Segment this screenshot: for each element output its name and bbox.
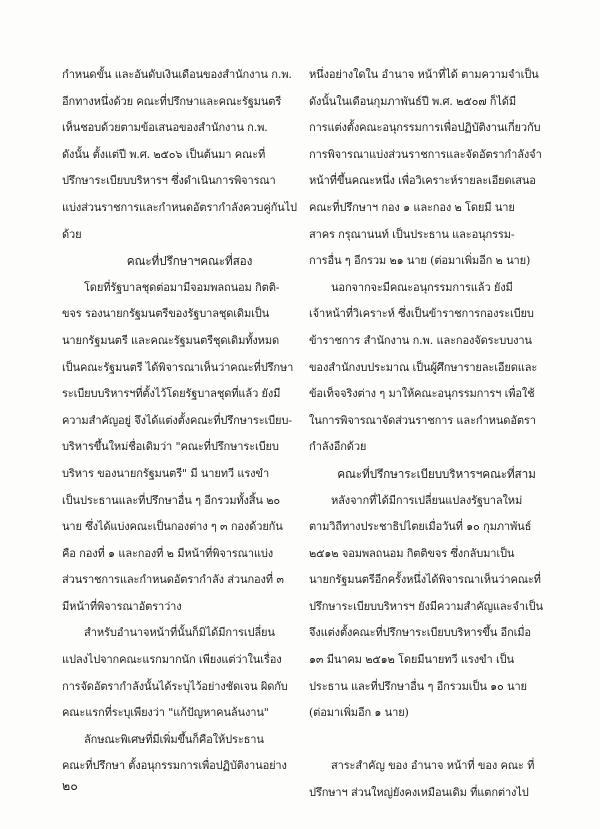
text-line: อีกทางหนึ่งด้วย คณะที่ปรึกษาและคณะรัฐมนตรี (62, 94, 282, 108)
text-line: ส่วนราชการและกำหนดอัตรากำลัง ส่วนกองที่ ๓ (62, 573, 284, 587)
text-line: ดังนั้นในเดือนกุมภาพันธ์ปี พ.ศ. ๒๕๐๗ ก็ได้มี (309, 94, 516, 108)
text-line: นายกรัฐมนตรีอีกครั้งหนึ่งได้พิจารณาเห็นว่าคณะที่ (309, 573, 541, 587)
text-line: ปรึกษาระเบียบบริหารฯ ซึ่งดำเนินการพิจารณา (62, 174, 276, 188)
text-line: กำลังอีกด้วย (309, 440, 367, 454)
text-line: กำหนดขั้น และอันดับเงินเดือนของสำนักงาน ก.พ. (62, 68, 292, 81)
text-line: ปรึกษาฯ ส่วนใหญ่ยังคงเหมือนเดิม ที่แตกต่างไป (309, 786, 529, 800)
text-line: หนึ่งอย่างใดใน อำนาจ หน้าที่ได้ ตามความจำเป็น (309, 68, 539, 81)
text-line: มีหน้าที่พิจารณาอัตราว่าง (62, 599, 182, 613)
text-line: ในการพิจารณาจัดส่วนราชการ และกำหนดอัตรา (309, 413, 536, 427)
left-text-column (62, 62, 317, 780)
text-line: นายกรัฐมนตรี และคณะรัฐมนตรีชุดเดิมทั้งหมด (62, 333, 280, 347)
text-line: โดยที่รัฐบาลชุดต่อมามีจอมพลถนอม กิตติ- (84, 280, 280, 294)
text-line: ของสำนักงบประมาณ เป็นผู้ศึกษารายละเอียดและ (309, 360, 538, 374)
section-heading: คณะที่ปรึกษาระเบียบบริหารฯคณะที่สาม (337, 466, 536, 481)
text-line: เป็นประธานและที่ปรึกษาอื่น ๆ อีกรวมทั้งสิ้น ๒๐ (62, 493, 281, 507)
text-line: หน้าที่ขึ้นคณะหนึ่ง เพื่อวิเคราะห์รายละเอียดเสนอ (309, 174, 536, 188)
text-line: จึงแต่งตั้งคณะที่ปรึกษาระเบียบบริหารขึ้น อีกเมื่อ (309, 626, 531, 640)
text-line: การอื่น ๆ อีกรวม ๒๑ นาย (ต่อมาเพิ่มอีก ๒ นาย) (309, 254, 531, 268)
text-line: ข้าราชการ สำนักงาน ก.พ. และกองจัดระบบงาน (309, 333, 532, 347)
text-line: แปลงไปจากคณะแรกมากนัก เพียงแต่ว่าในเรื่อง (62, 653, 282, 667)
text-line: บริหาร ของนายกรัฐมนตรี" มี นายทวี แรงขำ (62, 466, 270, 480)
text-line: ระเบียบบริหารฯที่ตั้งไว้โดยรัฐบาลชุดที่แล้ว ยังมี (62, 387, 281, 401)
text-line: คณะที่ปรึกษาฯ กอง ๑ และกอง ๒ โดยมี นาย (309, 200, 515, 214)
text-line: ๒๕๑๒ จอมพลถนอม กิตติขจร ซึ่งกลับมาเป็น (309, 546, 515, 560)
text-line: นาย ซึ่งได้แบ่งคณะเป็นกองต่าง ๆ ๓ กองด้วยกัน (62, 520, 283, 534)
text-line: นอกจากจะมีคณะอนุกรรมการแล้ว ยังมี (331, 280, 513, 294)
text-line: การจัดอัตรากำลังนั้นได้ระบุไว้อย่างชัดเจน ผิดกับ (62, 679, 288, 693)
text-line: คณะที่ปรึกษา ตั้งอนุกรรมการเพื่อปฏิบัติงานอย่าง (62, 759, 287, 773)
page-number: ๒๐ (62, 778, 78, 793)
text-line: ขจร รองนายกรัฐมนตรีของรัฐบาลชุดเดิมเป็น (62, 307, 270, 321)
text-line: ๑๓ มีนาคม ๒๕๑๒ โดยมีนายทวี แรงขำ เป็น (309, 653, 514, 667)
right-text-column (309, 62, 564, 807)
text-line: ลักษณะพิเศษที่มีเพิ่มขึ้นก็คือให้ประธาน (84, 732, 264, 746)
text-line: คือ กองที่ ๑ และกองที่ ๒ มีหน้าที่พิจารณาแบ่ง (62, 546, 273, 560)
text-line: การพิจารณาแบ่งส่วนราชการและจัดอัตรากำลังจำ (309, 147, 542, 161)
text-line: ด้วย (62, 227, 82, 241)
text-line: ปรึกษาระเบียบบริหารฯ ยังมีความสำคัญและจำเป็น (309, 599, 543, 613)
text-line: การแต่งตั้งคณะอนุกรรมการเพื่อปฏิบัติงานเกี่ยวกับ (309, 121, 541, 135)
text-line: สำหรับอำนาจหน้าที่นั้นก็มิได้มีการเปลี่ยน (84, 626, 275, 640)
text-line: เจ้าหน้าที่วิเคราะห์ ซึ่งเป็นข้าราชการกองระเบียบ (309, 307, 534, 321)
text-line: เห็นชอบด้วยตามข้อเสนอของสำนักงาน ก.พ. (62, 121, 268, 135)
text-line: สาคร กรุณานนท์ เป็นประธาน และอนุกรรม- (309, 227, 515, 241)
text-line: ประธาน และที่ปรึกษาอื่น ๆ อีกรวมเป็น ๑๐ นาย (309, 679, 527, 693)
text-line: (ต่อมาเพิ่มอีก ๑ นาย) (309, 706, 409, 720)
text-line: บริหารขึ้นใหม่ชื่อเดิมว่า "คณะที่ปรึกษาระเบียบ (62, 440, 279, 454)
text-line: ข้อเท็จจริงต่าง ๆ มาให้คณะอนุกรรมการฯ เพื่อใช้ (309, 387, 535, 401)
text-line: แบ่งส่วนราชการและกำหนดอัตรากำลังควบคู่กันไป (62, 200, 297, 214)
text-line: หลังจากที่ได้มีการเปลี่ยนแปลงรัฐบาลใหม่ (331, 493, 523, 507)
text-line: เป็นคณะรัฐมนตรี ได้พิจารณาเห็นว่าคณะที่ปรึกษา (62, 360, 294, 374)
section-heading: คณะที่ปรึกษาฯคณะที่สอง (126, 254, 253, 269)
text-line: คณะแรกที่ระบุเพียงว่า "แก้ปัญหาคนล้นงาน" (62, 706, 269, 720)
text-line: ดังนั้น ตั้งแต่ปี พ.ศ. ๒๕๐๖ เป็นต้นมา คณะที่ (62, 147, 266, 161)
text-line: ตามวิถีทางประชาธิปไตยเมื่อวันที่ ๑๐ กุมภาพันธ์ (309, 520, 532, 534)
text-line: ความสำคัญอยู่ จึงได้แต่งตั้งคณะที่ปรึกษาระเบียบ- (62, 413, 292, 427)
text-line: สาระสำคัญ ของ อำนาจ หน้าที่ ของ คณะ ที่ (331, 759, 535, 773)
text-line (309, 727, 564, 754)
